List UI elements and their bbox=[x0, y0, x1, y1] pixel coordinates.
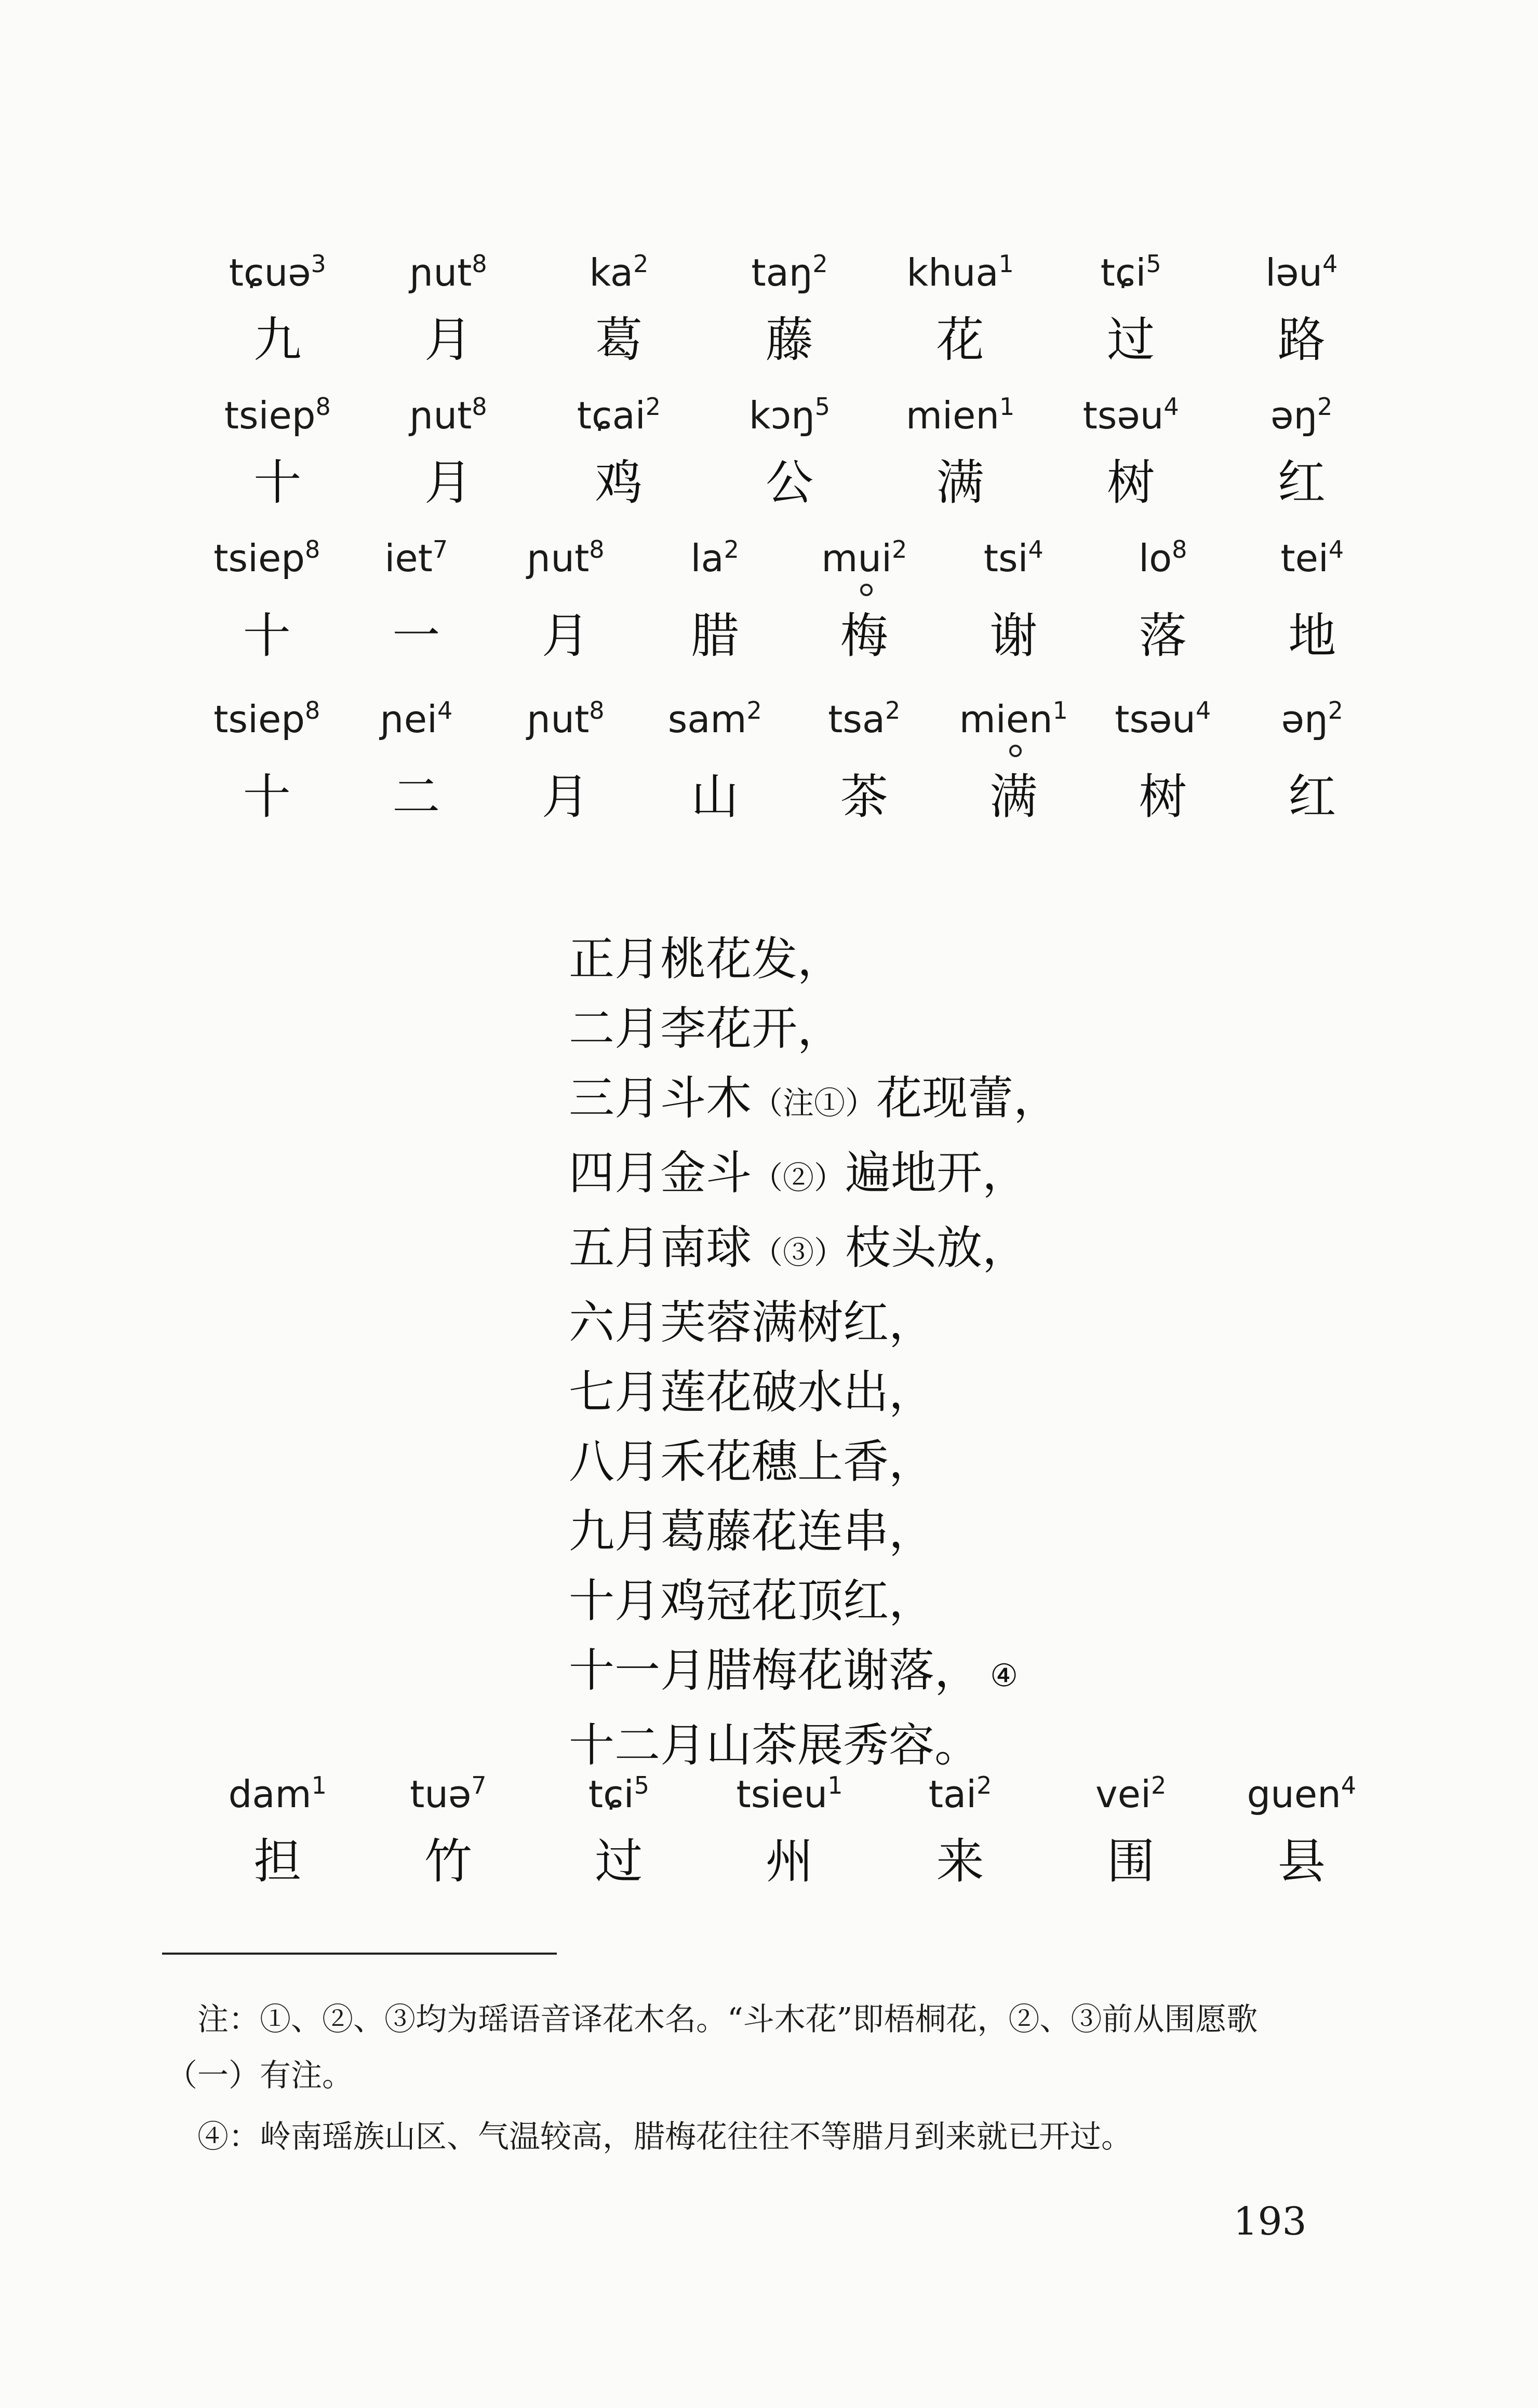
character: 满 bbox=[989, 769, 1038, 825]
character: 来 bbox=[936, 1834, 984, 1889]
syllable: tai$^2$ bbox=[928, 1771, 992, 1816]
poem-line: 十月鸡冠花顶红， bbox=[569, 1574, 935, 1627]
character-row bbox=[192, 587, 1387, 691]
circle-mark-icon bbox=[860, 584, 873, 596]
syllable: tsiep$^8$ bbox=[213, 696, 320, 741]
character: 围 bbox=[1107, 1834, 1155, 1889]
syllable: tsiep$^8$ bbox=[224, 393, 331, 437]
romanization-row bbox=[192, 530, 1387, 587]
poem-line: 七月莲花破水出， bbox=[569, 1365, 935, 1419]
syllable: əŋ$^2$ bbox=[1281, 696, 1343, 741]
syllable: əŋ$^2$ bbox=[1270, 393, 1333, 437]
character: 红 bbox=[1277, 455, 1326, 510]
character: 花 bbox=[936, 312, 984, 368]
syllable: ɲei$^4$ bbox=[380, 696, 453, 741]
syllable: iet$^7$ bbox=[384, 535, 448, 580]
translation-poem bbox=[569, 924, 1192, 1780]
syllable: tɕai$^2$ bbox=[577, 393, 661, 437]
character: 满 bbox=[936, 455, 984, 510]
interlinear-lyrics bbox=[192, 244, 1387, 852]
syllable: ɲut$^8$ bbox=[526, 535, 605, 580]
syllable: tsi$^4$ bbox=[983, 535, 1044, 580]
syllable: $ka^2$ bbox=[589, 250, 649, 294]
character: 过 bbox=[1107, 312, 1155, 368]
syllable: tɕi$^5$ bbox=[1100, 250, 1161, 294]
character: 梅 bbox=[840, 608, 888, 664]
footnote-divider bbox=[162, 1953, 557, 1955]
character: 月 bbox=[424, 455, 472, 510]
syllable: khua$^1$ bbox=[906, 250, 1014, 294]
character: 鸡 bbox=[595, 455, 643, 510]
footnotes bbox=[166, 1992, 1392, 2165]
syllable: mien$^1$ bbox=[939, 691, 1089, 748]
character: 十 bbox=[243, 608, 291, 664]
syllable: mien$^1$ bbox=[905, 393, 1015, 437]
syllable: taŋ$^2$ bbox=[751, 250, 828, 294]
character: 竹 bbox=[424, 1834, 472, 1889]
character: 落 bbox=[1139, 608, 1187, 664]
poem-line: 六月芙蓉满树红， bbox=[569, 1296, 935, 1349]
footnote-2: ④：岭南瑶族山区、气温较高，腊梅花往往不等腊月到来就已开过。 bbox=[197, 2119, 1132, 2155]
character-row bbox=[192, 1823, 1387, 1908]
character: 地 bbox=[1288, 608, 1336, 664]
character: 十 bbox=[253, 455, 302, 510]
character: 二 bbox=[392, 769, 440, 825]
character: 一 bbox=[392, 608, 440, 664]
character: 红 bbox=[1288, 769, 1336, 825]
syllable: $la^2$ bbox=[690, 535, 739, 580]
syllable: tei$^4$ bbox=[1280, 535, 1344, 580]
syllable: tɕuə$^3$ bbox=[229, 250, 326, 294]
poem-line: 十二月山茶展秀容。 bbox=[569, 1718, 981, 1772]
poem-line: 三月斗木（注①）花现蕾， bbox=[569, 1071, 1060, 1125]
character: 树 bbox=[1107, 455, 1155, 510]
poem-line: 八月禾花穗上香， bbox=[569, 1435, 935, 1488]
syllable: tsiep$^8$ bbox=[213, 535, 320, 580]
note-reference: ④ bbox=[980, 1658, 1018, 1694]
romanization-row bbox=[192, 1766, 1387, 1823]
poem-line: 十一月腊梅花谢落， ④ bbox=[569, 1644, 1018, 1697]
syllable: sam$^2$ bbox=[667, 696, 762, 741]
character: 山 bbox=[691, 769, 739, 825]
syllable: kɔŋ$^5$ bbox=[748, 393, 831, 437]
syllable: dam$^1$ bbox=[228, 1771, 327, 1816]
character: 公 bbox=[765, 455, 813, 510]
character: 月 bbox=[541, 608, 590, 664]
syllable: ɲut$^8$ bbox=[409, 393, 487, 437]
syllable: mui$^2$ bbox=[790, 530, 939, 587]
character: 月 bbox=[424, 312, 472, 368]
poem-line: 五月南球（③）枝头放， bbox=[569, 1221, 1028, 1274]
character: 十 bbox=[243, 769, 291, 825]
syllable: guen$^4$ bbox=[1247, 1771, 1356, 1816]
poem-line: 四月金斗（②）遍地开， bbox=[569, 1146, 1028, 1200]
poem-line: 九月葛藤花连串， bbox=[569, 1504, 935, 1558]
syllable: tɕi$^5$ bbox=[588, 1771, 649, 1816]
note-reference: （注①） bbox=[752, 1085, 877, 1122]
syllable: vei$^2$ bbox=[1095, 1771, 1167, 1816]
poem-line: 二月李花开， bbox=[569, 1002, 844, 1055]
character: 担 bbox=[253, 1834, 302, 1889]
romanization-row bbox=[192, 387, 1387, 444]
character: 腊 bbox=[691, 608, 739, 664]
character-row bbox=[192, 748, 1387, 852]
poem-line: 正月桃花发， bbox=[569, 932, 844, 986]
syllable: ɲut$^8$ bbox=[409, 250, 487, 294]
syllable: tsəu$^4$ bbox=[1115, 696, 1211, 741]
character: 九 bbox=[253, 312, 302, 368]
syllable: tsəu$^4$ bbox=[1082, 393, 1179, 437]
syllable: tsieu$^1$ bbox=[736, 1771, 843, 1816]
character-row bbox=[192, 301, 1387, 387]
syllable: $lo^8$ bbox=[1139, 535, 1187, 580]
note-reference: （③） bbox=[752, 1235, 846, 1271]
character: 月 bbox=[541, 769, 590, 825]
page-number: 193 bbox=[1233, 2199, 1307, 2244]
character: 州 bbox=[765, 1834, 813, 1889]
character: 藤 bbox=[765, 312, 813, 368]
character: 县 bbox=[1277, 1834, 1326, 1889]
character: 谢 bbox=[989, 608, 1038, 664]
character: 路 bbox=[1277, 312, 1326, 368]
romanization-row bbox=[192, 691, 1387, 748]
note-reference: （②） bbox=[752, 1160, 846, 1196]
character: 茶 bbox=[840, 769, 888, 825]
romanization-row bbox=[192, 244, 1387, 301]
character: 过 bbox=[595, 1834, 643, 1889]
footnote-1: 注：①、②、③均为瑶语音译花木名。“斗木花”即梧桐花，②、③前从围愿歌 bbox=[197, 2001, 1258, 2038]
syllable: tuə$^7$ bbox=[410, 1771, 487, 1816]
syllable: tsa$^2$ bbox=[828, 696, 901, 741]
footnote-1-continued: （一）有注。 bbox=[166, 2057, 353, 2094]
interlinear-lyrics-final bbox=[192, 1766, 1387, 1908]
syllable: ləu$^4$ bbox=[1265, 250, 1338, 294]
character: 葛 bbox=[595, 312, 643, 368]
syllable: ɲut$^8$ bbox=[526, 696, 605, 741]
character: 树 bbox=[1139, 769, 1187, 825]
character-row bbox=[192, 444, 1387, 530]
